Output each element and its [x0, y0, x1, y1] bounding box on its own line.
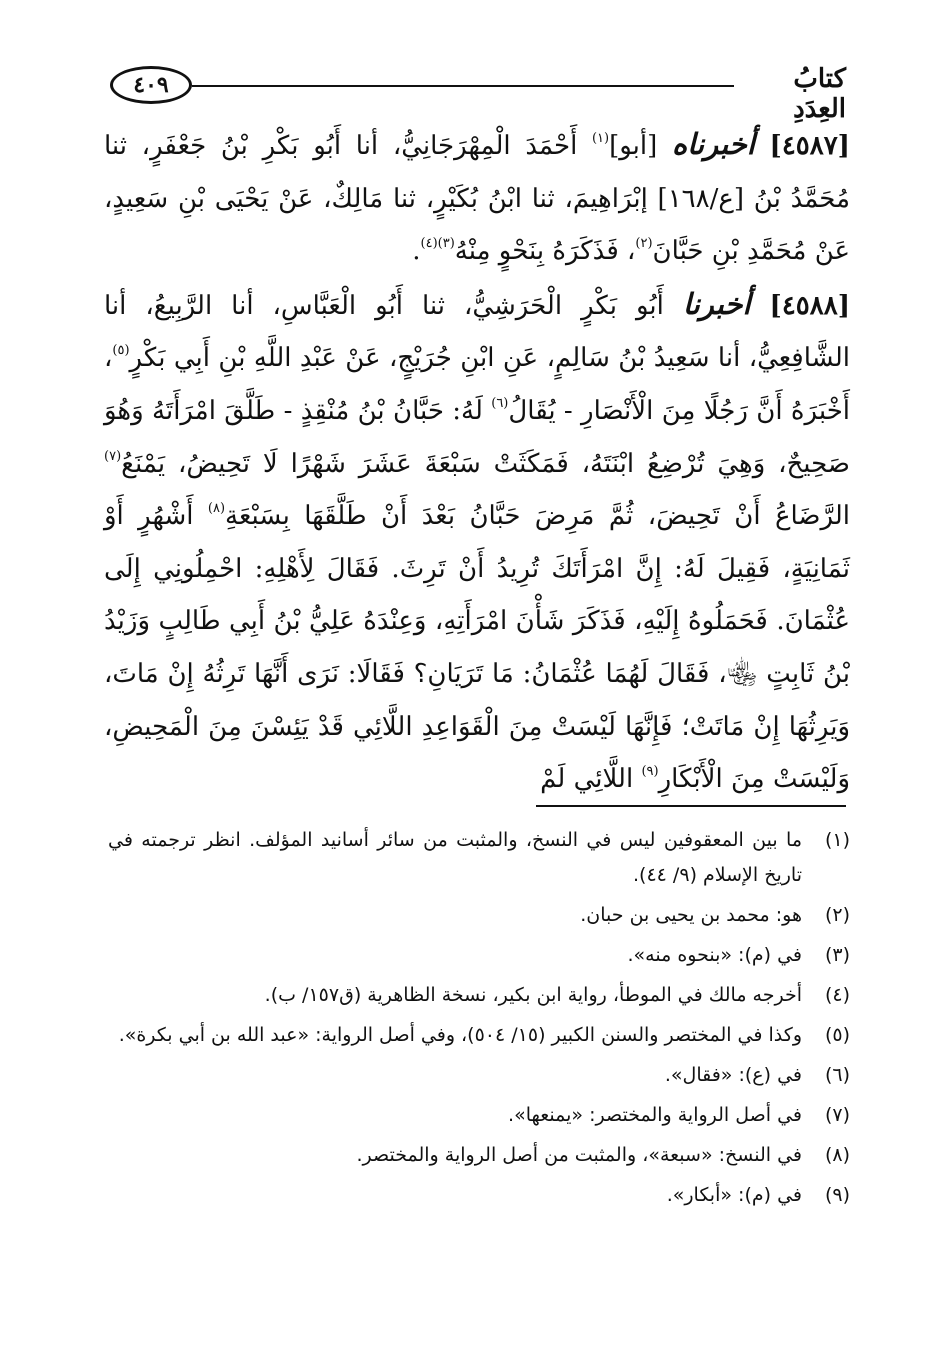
page-number: ٤٠٩ [110, 66, 192, 104]
text-run: . [412, 236, 421, 267]
main-text [104, 118, 850, 806]
footnote-text: ما بين المعقوفين ليس في النسخ، والمثبت من سائر أسانيد المؤلف. انظر ترجمته في تاريخ الإسلام (٩/ ٤٤). [108, 829, 802, 886]
footnote-item [108, 1138, 850, 1173]
text-run: لَهُ: حَبَّانُ بْنُ مُنْقِذٍ - طَلَّقَ امْرَأَتَهُ وَهُوَ صَحِيحٌ، وَهِيَ تُرْضِعُ ابْنَتَهُ، فَمَكَثَتْ سَبْعَةَ عَشَرَ شَهْرًا لَا تَحِيضُ، يَمْنَعُ [104, 395, 850, 479]
footnote-marker: (٦) [824, 1064, 850, 1086]
footnote-reference: (٦) [491, 395, 509, 411]
text-run: ، أَخْبَرَهُ أَنَّ رَجُلًا مِنَ الْأَنْصَارِ - يُقَالُ [104, 343, 850, 426]
text-run: أَشْهُرٍ أَوْ ثَمَانِيَةٍ، فَقِيلَ لَهُ: إِنَّ امْرَأَتَكَ تُرِيدُ أَنْ تَرِثَ. فَقَالَ لِأَهْلِهِ: احْمِلُونِي إِلَى عُثْمَانَ. فَحَمَلُوهُ إِلَيْهِ، فَذَكَرَ شَأْنَ امْرَأَتِهِ، وَعِنْدَهُ عَلِيُّ بْنُ أَبِي طَالِبٍ وَزَيْدُ بْنُ ثَابِتٍ ﵄، فَقَالَ لَهُمَا عُثْمَانُ: مَا تَرَيَانِ؟ فَقَالَا: نَرَى أَنَّهَا تَرِثُهُ إِنْ مَاتَ، وَيَرِثُهَا إِنْ مَاتَتْ؛ فَإِنَّهَا لَيْسَتْ مِنَ الْقَوَاعِدِ اللَّائِي قَدْ يَئِسْنَ مِنَ الْمَحِيضِ، وَلَيْسَتْ مِنَ الْأَبْكَارِ [104, 501, 850, 795]
footnote-item [108, 1058, 850, 1093]
footnote-marker: (١) [824, 829, 850, 851]
footnote-reference: (١) [591, 131, 610, 146]
footnote-marker: (٨) [824, 1144, 850, 1166]
footnote-marker: (٧) [824, 1104, 850, 1126]
footnote-reference: (٩) [641, 764, 659, 780]
footnote-divider [536, 805, 846, 807]
footnote-text: هو: محمد بن يحيى بن حبان. [580, 904, 802, 926]
hadith-number: [٤٥٨٨] [769, 290, 851, 321]
footnote-reference: (٥) [112, 343, 130, 359]
footnote-marker: (٤) [824, 984, 850, 1006]
footnote-reference: (٢) [635, 236, 653, 252]
text-run: ، فَذَكَرَهُ بِنَحْوٍ مِنْهُ [454, 236, 636, 267]
footnote-text: في (م): «بنحوه منه». [627, 944, 802, 966]
text-run: اللَّائِي لَمْ [540, 764, 642, 795]
footnote-marker: (٣) [824, 944, 850, 966]
footnote-marker: (٩) [824, 1184, 850, 1206]
footnote-text: في (م): «أبكار». [666, 1184, 802, 1206]
footnote-reference: (٣)(٤) [420, 236, 455, 252]
narration-verb: أخبرنا [682, 286, 751, 321]
text-run: الرَّضَاعُ أَنْ تَحِيضَ، ثُمَّ مَرِضَ حَبَّانُ بَعْدَ أَنْ طَلَّقَهَا بِسَبْعَةِ [225, 501, 851, 532]
footnote-reference: (٨) [207, 501, 226, 517]
text-run: أَبُو بَكْرٍ الْحَرَشِيُّ، ثنا أَبُو الْعَبَّاسِ، أنا الرَّبِيعُ، أنا الشَّافِعِيُّ، أنا سَعِيدُ بْنُ سَالِمٍ، عَنِ ابْنِ جُرَيْجٍ، عَنْ عَبْدِ اللَّهِ بْنِ أَبِي بَكْرٍ [104, 290, 850, 374]
footnote-text: وكذا في المختصر والسنن الكبير (١٥/ ٥٠٤)، وفي أصل الرواية: «عبد الله بن أبي بكرة». [118, 1024, 802, 1046]
hadith-number: [٤٥٨٧] [769, 131, 850, 161]
narration-verb: أخبرناه [671, 127, 755, 161]
text-run: [أبو] [609, 131, 672, 161]
footnote-reference: (٧) [104, 448, 122, 464]
text-run: أَحْمَدَ الْمِهْرَجَانِيُّ، أنا أَبُو بَكْرِ بْنُ جَعْفَرٍ، ثنا مُحَمَّدُ بْنُ [ع/١٦٨] إبْرَاهِيمَ، ثنا ابْنُ بُكَيْرٍ، ثنا مَالِكٌ، عَنْ يَحْيَى بْنِ سَعِيدٍ، عَنْ مُحَمَّدِ بْنِ حَبَّانَ [104, 131, 850, 267]
footnote-item [108, 1018, 850, 1053]
footnote-text: في النسخ: «سبعة»، والمثبت من أصل الرواية والمختصر. [356, 1144, 802, 1166]
footnote-item [108, 1178, 850, 1213]
hadith-paragraph [104, 118, 850, 278]
footnote-text: أخرجه مالك في الموطأ، رواية ابن بكير، نسخة الظاهرية (ق١٥٧/ ب). [264, 984, 802, 1006]
footnotes-section [108, 823, 850, 1218]
footnote-text: في (ع): «فقال». [664, 1064, 802, 1086]
footnote-item [108, 1098, 850, 1133]
book-title: كتابُ العِدَدِ [793, 64, 846, 124]
page-header [96, 60, 846, 124]
footnote-marker: (٥) [824, 1024, 850, 1046]
footnote-item [108, 823, 850, 893]
footnote-item [108, 898, 850, 933]
hadith-paragraph [104, 278, 850, 806]
footnote-item [108, 938, 850, 973]
footnote-item [108, 978, 850, 1013]
footnote-marker: (٢) [824, 904, 850, 926]
header-divider [192, 85, 734, 87]
footnote-text: في أصل الرواية والمختصر: «يمنعها». [508, 1104, 802, 1126]
